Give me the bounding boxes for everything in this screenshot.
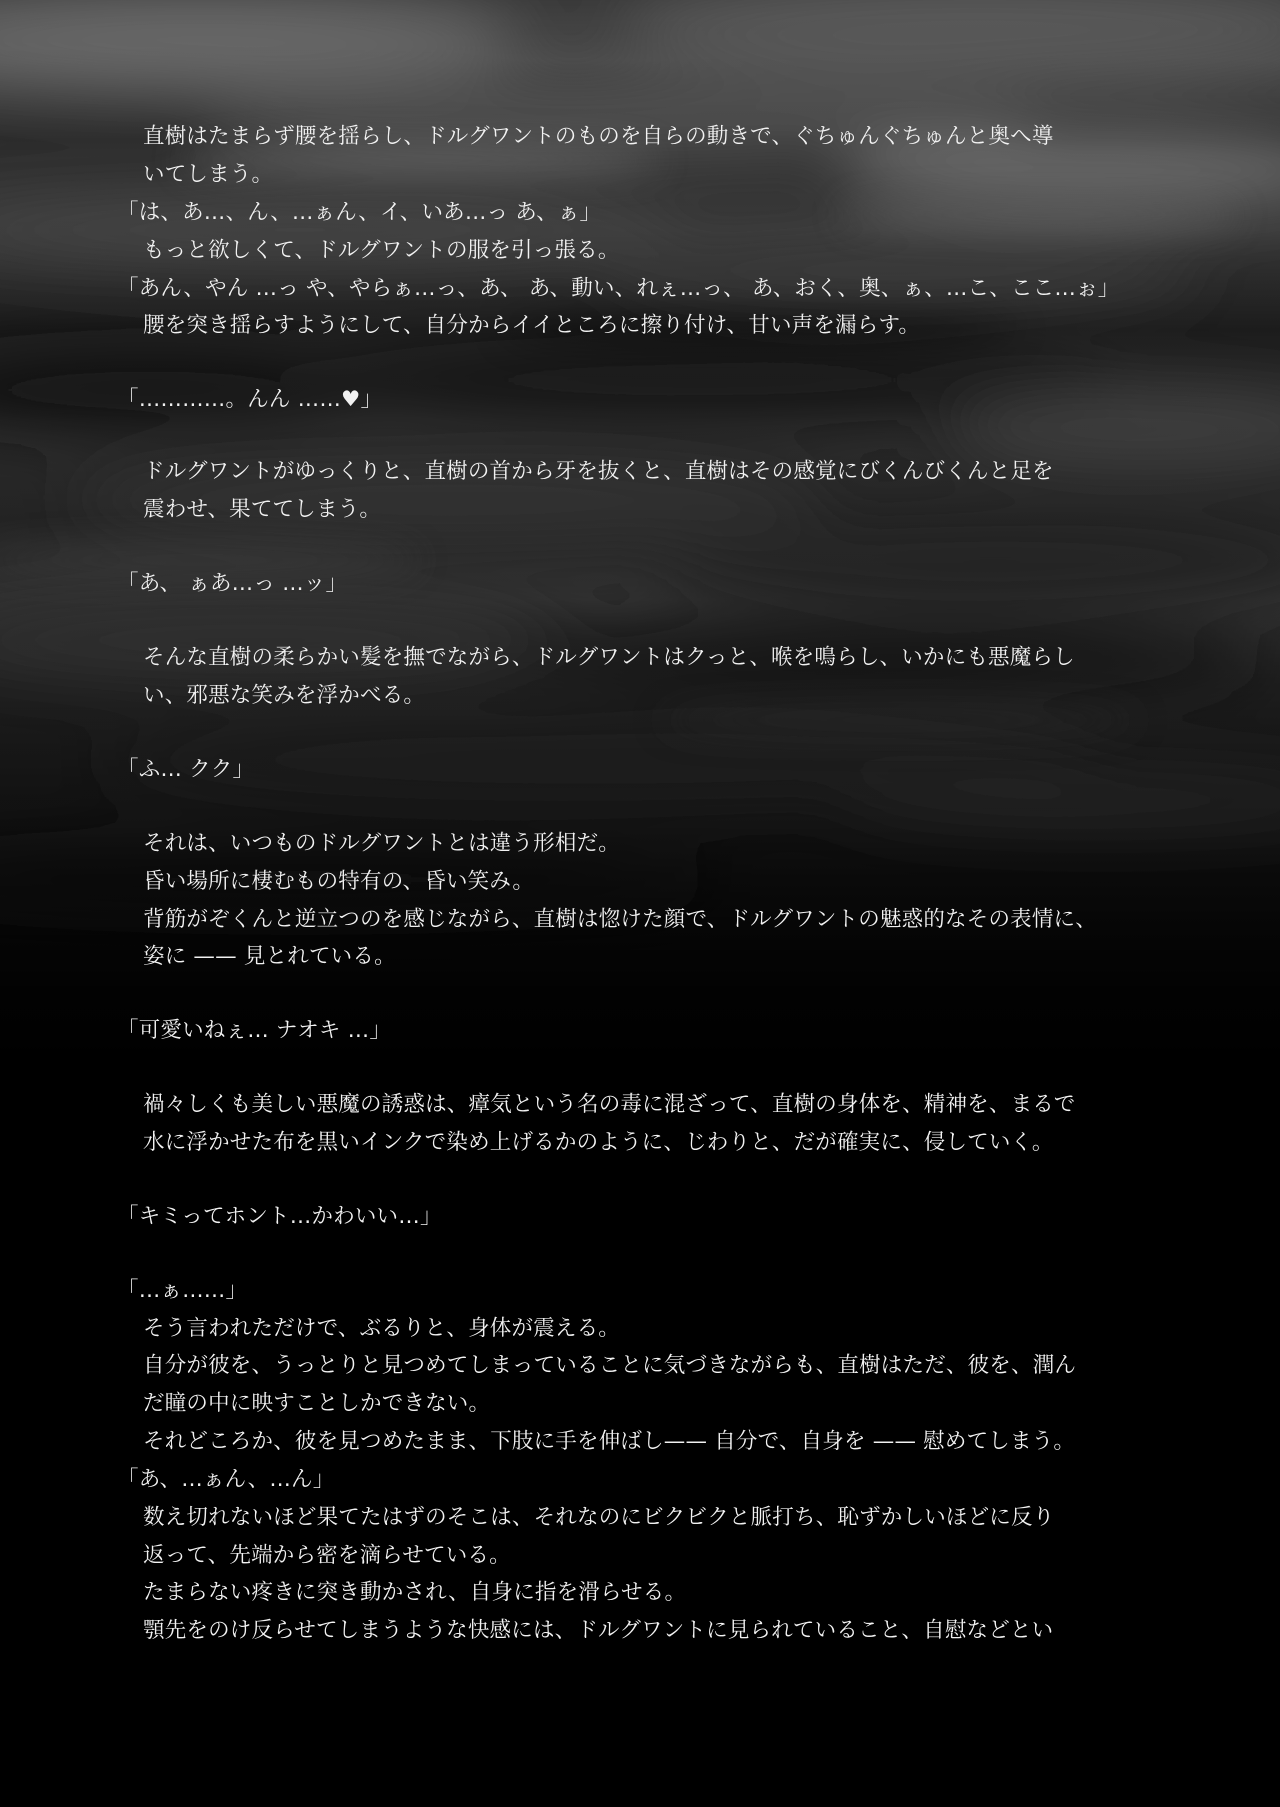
narration-line: 禍々しくも美しい悪魔の誘惑は、瘴気という名の毒に混ざって、直樹の身体を、精神を、まるで (143, 1092, 1076, 1117)
narration-line: それは、いつものドルグワントとは違う形相だ。 (143, 831, 620, 856)
narration-line: 昏い場所に棲むもの特有の、昏い笑み。 (143, 869, 535, 894)
narration-line: 自分が彼を、うっとりと見つめてしまっていることに気づきながらも、直樹はただ、彼を、潤ん (143, 1353, 1077, 1378)
narration-line: 返って、先端から密を滴らせている。 (143, 1543, 511, 1568)
dialogue-line: 「あん、やん …っ や、やらぁ…っ、あ、 あ、動い、れぇ…っ、 あ、おく、奥、ぁ、…こ、ここ…ぉ」 (117, 276, 1120, 301)
narration-line: 数え切れないほど果てたはずのそこは、それなのにビクビクと脈打ち、恥ずかしいほどに反り (143, 1505, 1055, 1530)
narration-line: 水に浮かせた布を黒いインクで染め上げるかのように、じわりと、だが確実に、侵していく。 (143, 1130, 1054, 1155)
narration-line: たまらない疼きに突き動かされ、自身に指を滑らせる。 (143, 1580, 687, 1605)
narration-line: 顎先をのけ反らせてしまうような快感には、ドルグワントに見られていること、自慰などとい (143, 1618, 1054, 1643)
dialogue-line: 「ふ… クク」 (117, 757, 255, 782)
narration-line: もっと欲しくて、ドルグワントの服を引っ張る。 (143, 238, 620, 263)
narration-line: それどころか、彼を見つめたまま、下肢に手を伸ばし—— 自分で、自身を —— 慰めてしまう。 (143, 1429, 1076, 1454)
narration-line: ドルグワントがゆっくりと、直樹の首から牙を抜くと、直樹はその感覚にびくんびくんと足を (143, 459, 1054, 484)
dialogue-line: 「あ、…ぁん、…ん」 (117, 1467, 335, 1492)
narration-line: い、邪悪な笑みを浮かべる。 (143, 683, 426, 708)
dialogue-line: 「あ、 ぁあ…っ …ッ」 (117, 571, 348, 596)
narration-line: 背筋がぞくんと逆立つのを感じながら、直樹は惚けた顔で、ドルグワントの魅惑的なその表情に、 (143, 907, 1097, 932)
narration-line: いてしまう。 (143, 162, 274, 187)
narration-line: 姿に —— 見とれている。 (143, 944, 396, 969)
dialogue-line: 「は、あ…、ん、…ぁん、イ、いあ…っ あ、ぁ」 (117, 200, 602, 225)
narration-line: 直樹はたまらず腰を揺らし、ドルグワントのものを自らの動きで、ぐちゅんぐちゅんと奥へ導 (143, 124, 1054, 149)
dialogue-line: 「可愛いねぇ… ナオキ …」 (117, 1018, 392, 1043)
dialogue-line: 「キミってホント…かわいい…」 (117, 1204, 442, 1229)
dialogue-line: 「…ぁ……」 (117, 1278, 248, 1303)
narration-line: そんな直樹の柔らかい髪を撫でながら、ドルグワントはクっと、喉を鳴らし、いかにも悪魔らし (143, 645, 1075, 670)
narration-line: 腰を突き揺らすようにして、自分からイイところに擦り付け、甘い声を漏らす。 (143, 313, 921, 338)
dialogue-line: 「…………。んん ……♥」 (117, 387, 383, 412)
narration-line: だ瞳の中に映すことしかできない。 (143, 1391, 491, 1416)
narration-line: そう言われただけで、ぶるりと、身体が震える。 (143, 1316, 620, 1341)
narration-line: 震わせ、果ててしまう。 (143, 497, 382, 522)
